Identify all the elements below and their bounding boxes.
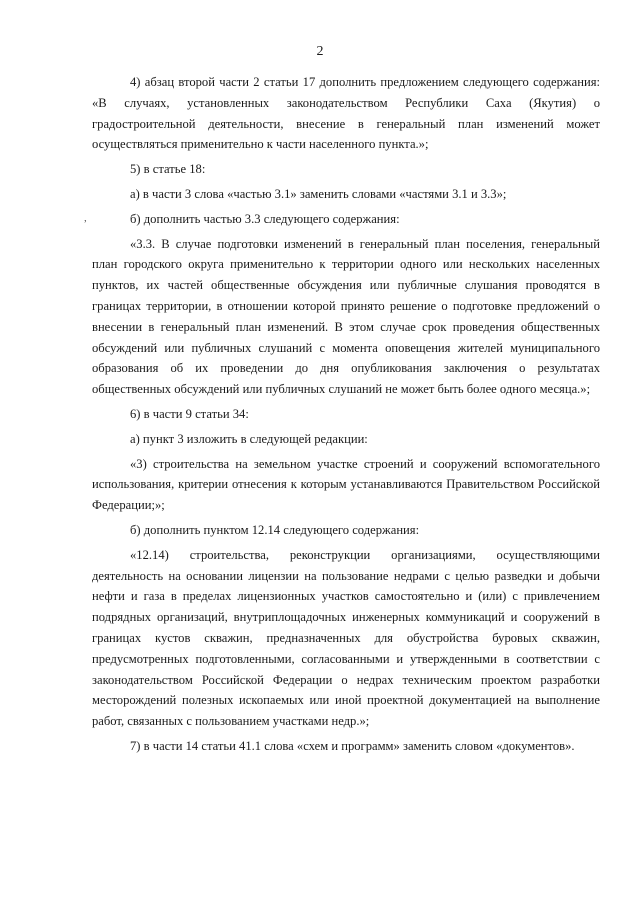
- stray-mark: ,: [84, 212, 87, 224]
- page-number: 2: [316, 44, 324, 59]
- paragraph-subitem-5a: а) в части 3 слова «частью 3.1» заменить словами «частями 3.1 и 3.3»;: [130, 186, 507, 201]
- paragraph-item-6: 6) в части 9 статьи 34:: [130, 406, 249, 421]
- paragraph-item-7: 7) в части 14 статьи 41.1 слова «схем и программ» заменить словом «документов».: [130, 738, 575, 753]
- paragraph-quote-3: «3) строительства на земельном участке строений и сооружений вспомогательного использования, критерии отнесения к которым устанавливаются Правительством Российской Федерации;»;: [92, 456, 600, 513]
- paragraph-subitem-6b: б) дополнить пунктом 12.14 следующего содержания:: [130, 522, 420, 537]
- document-body: [92, 72, 600, 757]
- paragraph-subitem-5b: б) дополнить частью 3.3 следующего содержания:: [130, 211, 400, 226]
- paragraph-item-5: 5) в статье 18:: [130, 162, 206, 177]
- paragraph-quote-3-3: «3.3. В случае подготовки изменений в генеральный план поселения, генеральный план городского округа применительно к территории одного или нескольких населенных пунктов, их частей общественные обсуждения или публичные слушания проводятся в границах территории, в отношении которой принято решение о подготовке предложений о внесении в генеральный план изменений. В этом случае срок проведения общественных обсуждений или публичных слушаний с момента оповещения жителей муниципального образования об их проведении до дня опубликования заключения о результатах общественных обсуждений или публичных слушаний не может быть более одного месяца.»;: [92, 236, 600, 397]
- paragraph-quote-12-14: «12.14) строительства, реконструкции организациями, осуществляющими деятельность на основании лицензии на пользование недрами с целью разведки и добычи нефти и газа в пределах лицензионных участков самостоятельно и (или) с привлечением подрядных организаций, внутриплощадочных инженерных коммуникаций и сооружений в границах кустов скважин, предназначенных для обустройства буровых скважин, предусмотренных подготовленными, согласованными и утвержденными в соответствии с законодательством Российской Федерации о недрах техническим проектом разработки месторождений полезных ископаемых или иной проектной документацией на выполнение работ, связанных с пользованием участками недр.»;: [92, 547, 600, 729]
- paragraph-item-4: 4) абзац второй части 2 статьи 17 дополнить предложением следующего содержания: «В случаях, установленных законодательством Республики Саха (Якутия) о градостроительной деятельности, внесение в генеральный план изменений может осуществляться применительно к части населенного пункта.»;: [92, 75, 600, 152]
- paragraph-subitem-6a: а) пункт 3 изложить в следующей редакции:: [130, 431, 368, 446]
